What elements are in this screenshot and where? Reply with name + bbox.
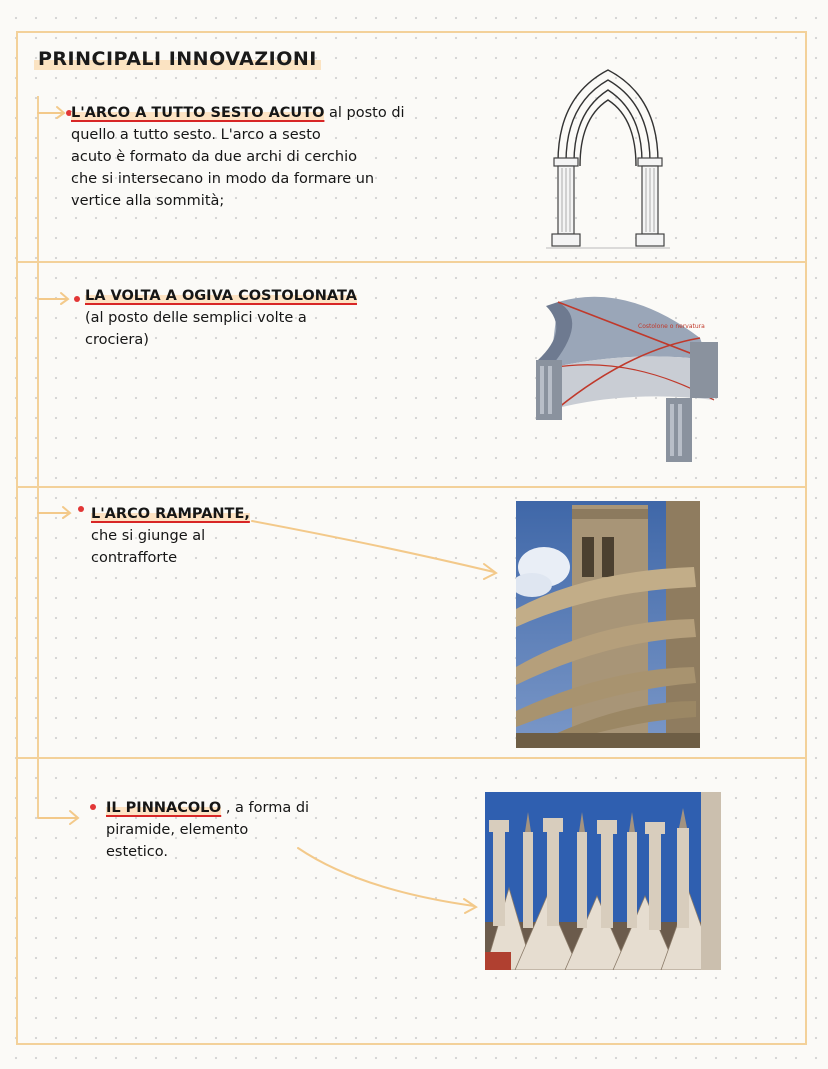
item-3-keyword: L'ARCO RAMPANTE,	[91, 506, 250, 522]
vault-caption: Costolone o nervatura	[638, 323, 705, 330]
page-title: PRINCIPALI INNOVAZIONI	[34, 48, 321, 70]
item-4-keyword: IL PINNACOLO	[106, 800, 222, 816]
pinnacles-image	[485, 792, 721, 970]
item-1-text: L'ARCO A TUTTO SESTO ACUTO al posto di quello a tutto sesto. L'arco a sesto acuto è formato da due archi di cerchio che si intersecano in modo da formare un vertice alla sommità;	[71, 105, 405, 209]
item-1-keyword: L'ARCO A TUTTO SESTO ACUTO	[71, 105, 325, 121]
item-4-text: IL PINNACOLO , a forma di piramide, elemento estetico.	[106, 800, 310, 860]
item-2-keyword: LA VOLTA A OGIVA COSTOLONATA	[85, 288, 357, 304]
item-2-text: LA VOLTA A OGIVA COSTOLONATA (al posto delle semplici volte a crociera)	[85, 288, 357, 348]
bullet-icon	[90, 804, 96, 810]
flying-buttress-image	[516, 501, 700, 748]
item-3-text: L'ARCO RAMPANTE, che si giunge al contrafforte	[91, 506, 250, 566]
